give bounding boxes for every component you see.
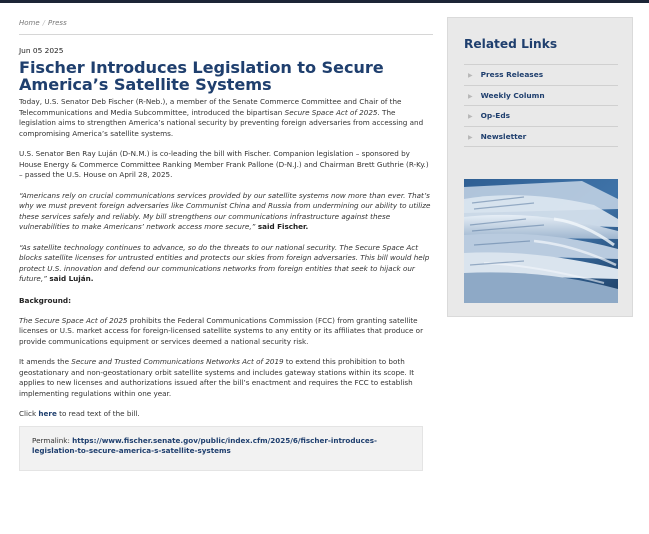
related-links-title: Related Links [464,37,558,51]
p4-text-a: It amends the [19,357,72,366]
bill-text-line [19,409,433,420]
quote-fischer [19,191,433,233]
background-heading: Background: [19,295,72,305]
permalink-url-link[interactable]: https://www.fischer.senate.gov/public/index.cfm/2025/6/fischer-introduces-legislation-to-secure-america-s-satellite-systems [32,435,378,455]
p4-text-b: to extend this prohibition to both geostationary and non-geostationary orbit satellite systems and includes gateway stations within its scope. It applies to new licenses and authorizations issued after the bill’s enactment and requires the FCC to establish implementing regulations within one year. [19,357,415,398]
related-link-label: Weekly Column [480,90,545,100]
article-paragraph-1 [19,97,433,139]
chevron-right-icon: ▶ [468,133,473,141]
related-links-list [464,64,618,147]
article-date: Jun 05 2025 [19,46,64,55]
click-text: Click [19,409,39,418]
breadcrumb-home-link[interactable]: Home [19,19,40,27]
permalink-label: Permalink: [32,435,73,445]
p1-italic-bill-name: Secure Space Act of 2025 [284,107,378,117]
quote-lujan [19,243,433,285]
breadcrumb-separator: / [42,19,46,27]
newspaper-stack-image [464,179,618,303]
article-paragraph-2: U.S. Senator Ben Ray Luján (D-N.M.) is co-leading the bill with Fischer. Companion legislation – sponsored by House Energy & Commerce Committee Ranking Member Frank Pallone (D-N.J.) and Chairman Brett Guthrie (R-Ky.) – passed the U.S. House on April 28, 2025. [19,149,429,179]
quote-lujan-attribution: said Luján. [46,274,94,283]
p3-text: prohibits the Federal Communications Commission (FCC) from granting satellite licenses or U.S. market access for foreign-licensed satellite systems to any entity or its affiliates that produce or provide communications equipment or services deemed a national security risk. [19,315,424,346]
related-link-op-eds[interactable] [464,106,618,127]
article-main [19,18,433,471]
p3-italic-bill-name: The Secure Space Act of 2025 [19,315,128,325]
article-paragraph-4 [19,357,433,399]
chevron-right-icon: ▶ [468,72,473,79]
related-link-label: Op-Eds [480,111,511,120]
newspaper-stack-illustration [464,179,618,303]
quote-lujan-text: “As satellite technology continues to advance, so do the threats to our national security. The Secure Space Act blocks satellite licenses for untrusted entities and protects our skies from foreign adversaries. This bill would help protect U.S. innovation and defend our communications networks from foreign entities that seek to hijack our future,” [19,242,430,283]
chevron-right-icon: ▶ [468,113,473,120]
related-link-newsletter[interactable] [464,127,618,148]
breadcrumb-press-link[interactable]: Press [48,19,67,27]
article-paragraph-3 [19,316,433,348]
top-bar [0,0,649,3]
related-link-weekly-column[interactable] [464,86,618,107]
related-link-label: Newsletter [480,131,527,141]
p1-text-b: . The legislation aims to strengthen America’s national security by preventing foreign adversaries from accessing and compromising America’s satellite systems. [19,107,424,138]
breadcrumb-divider [19,34,433,35]
permalink-line [32,436,410,456]
permalink-box [19,426,423,471]
p1-text-a: Today, U.S. Senator Deb Fischer (R-Neb.), a member of the Senate Commerce Committee and Chair of the Telecommunications and Media Subcommittee, introduced the bipartisan [19,97,402,117]
click-text-tail: to read text of the bill. [56,409,140,418]
related-links-sidebar [447,17,633,317]
page-title: Fischer Introduces Legislation to Secure America’s Satellite Systems [19,58,384,94]
p4-italic-act-name: Secure and Trusted Communications Networks Act of 2019 [71,357,284,366]
quote-fischer-text: “Americans rely on crucial communications services provided by our satellite systems now more than ever. That’s why we must prevent foreign adversaries like Communist China and Russia from undermining our ability to utilize these services safely and reliably. My bill strengthens our communications infrastructure against these vulnerabilities to make Americans’ network access more secure,” [19,190,431,231]
related-link-label: Press Releases [480,70,544,79]
quote-fischer-attribution: said Fischer. [255,222,309,231]
breadcrumb [19,18,433,28]
chevron-right-icon: ▶ [468,92,473,100]
related-link-press-releases[interactable] [464,65,618,86]
bill-text-link[interactable]: here [38,409,57,418]
